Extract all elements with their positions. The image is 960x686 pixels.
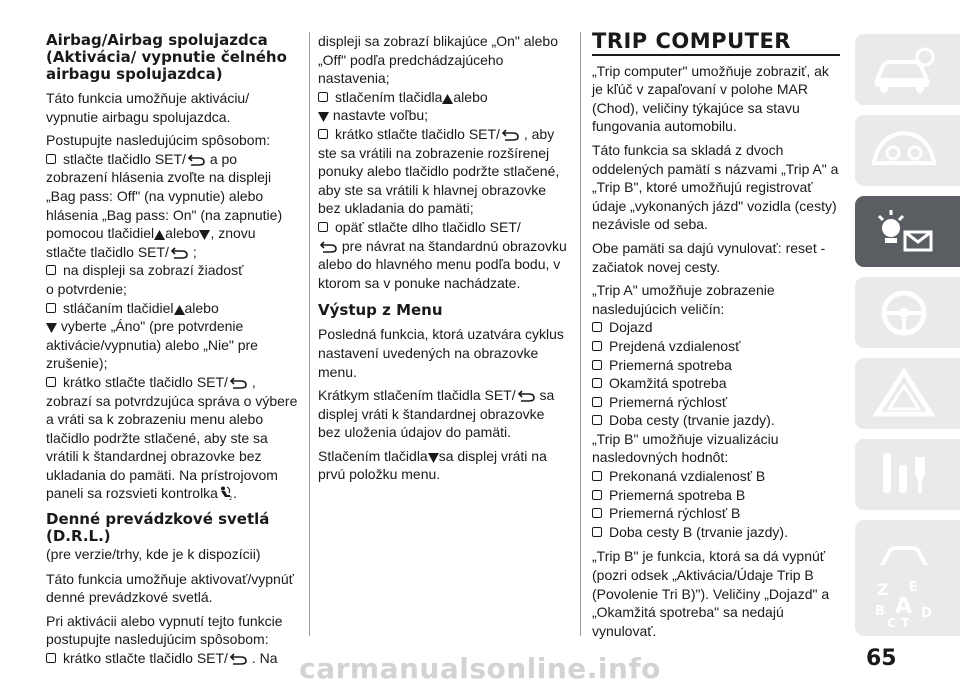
checkbox-bullet-icon	[592, 378, 602, 388]
paragraph: Táto funkcia umožňuje aktivovať/vypnúť denné prevádzkové svetlá.	[46, 570, 294, 606]
up-arrow-icon	[154, 230, 165, 240]
up-arrow-icon	[174, 305, 185, 315]
list-item-continuation: vyberte „Áno" (pre potvrdenie aktivácie/vypnutia) alebo „Nie" pre zrušenie);	[46, 318, 258, 372]
paragraph: (pre verzie/trhy, kde je k dispozícii)	[46, 546, 261, 563]
section-heading-drl: Denné prevádzkové svetlá (D.R.L.)	[46, 510, 270, 546]
checkbox-bullet-icon	[46, 265, 56, 275]
sidebar-tab-safety[interactable]	[855, 196, 960, 267]
checkbox-bullet-icon	[592, 415, 602, 425]
column-right	[592, 29, 840, 645]
list-item: Priemerná rýchlosť	[592, 393, 840, 412]
down-arrow-icon	[428, 453, 439, 463]
paragraph: Táto funkcia sa skladá z dvoch oddelených pamätí s názvami „Trip A" a „Trip B", ktoré umožňujú registrovať údaje „vykonaných jázd" vozidla (cesty) nezávisle od seba.	[592, 141, 839, 233]
list-item: krátko stlačte tlačidlo SET/ , aby	[318, 125, 570, 144]
dashboard-icon	[869, 123, 939, 178]
paragraph: „Trip B" umožňuje vizualizáciu nasledovných hodnôt:	[592, 430, 779, 466]
list-item: Okamžitá spotreba	[592, 374, 840, 393]
checkbox-bullet-icon	[46, 154, 56, 164]
paragraph: Obe pamäti sa dajú vynulovať: reset - začiatok novej cesty.	[592, 239, 826, 275]
sidebar-tab-car-info[interactable]	[855, 34, 960, 105]
list-item-continuation: nastavte voľbu;	[318, 106, 570, 125]
list-item: stlačte tlačidlo SET/ a po	[46, 150, 298, 169]
paragraph: „Trip A" umožňuje zobrazenie nasledujúcich veličín:	[592, 282, 775, 317]
sidebar-tab-starting-driving[interactable]	[855, 277, 960, 348]
checkbox-bullet-icon	[318, 129, 328, 139]
trip-a-list	[592, 318, 840, 430]
checkbox-bullet-icon	[592, 471, 602, 481]
starting-driving-icon	[869, 285, 939, 340]
section-heading-trip-computer: TRIP COMPUTER	[592, 32, 840, 56]
section-heading-exit-menu: Výstup z Menu	[318, 301, 443, 320]
trip-b-list	[592, 467, 840, 541]
warning-triangle-icon	[869, 366, 939, 421]
svg-text:D: D	[921, 606, 932, 621]
back-button-icon	[228, 376, 248, 389]
paragraph: Pri aktivácii alebo vypnutí tejto funkcie postupujte nasledujúcim spôsobom:	[46, 612, 283, 648]
paragraph: Postupujte nasledujúcim spôsobom:	[46, 132, 271, 149]
paragraph: displeji sa zobrazí blikajúce „On" alebo „Off" podľa predchádzajúceho nastavenia;	[318, 33, 558, 87]
column-left	[46, 32, 298, 668]
list-item: krátko stlačte tlačidlo SET/ ,	[46, 373, 298, 392]
list-item: Priemerná spotreba	[592, 356, 840, 375]
index-icon	[869, 573, 939, 628]
list-item: Doba cesty (trvanie jazdy).	[592, 411, 840, 430]
checkbox-bullet-icon	[592, 527, 602, 537]
list-item-continuation: zobrazí sa potvrdzujúca správa o výbere a vráti sa k zobrazeniu menu alebo tlačidlo podržte stlačené, aby ste sa vrátili k štandardnej obrazovke bez ukladania do pamäti. Na prístrojovom paneli sa rozsvieti kontrolka .	[46, 392, 298, 502]
list-item: Dojazd	[592, 318, 840, 337]
list-item: opäť stlačte dlho tlačidlo SET/	[318, 218, 570, 237]
checkbox-bullet-icon	[592, 322, 602, 332]
checkbox-bullet-icon	[592, 397, 602, 407]
safety-icon	[869, 204, 939, 259]
back-button-icon	[516, 389, 536, 402]
svg-text:B: B	[875, 604, 885, 619]
column-divider	[309, 32, 310, 636]
list-item: Priemerná spotreba B	[592, 486, 840, 505]
page-number: 65	[866, 646, 897, 671]
paragraph: Krátkym stlačením tlačidla SET/ sa displej vráti k štandardnej obrazovke bez uloženia údajov do pamäti.	[318, 387, 555, 441]
down-arrow-icon	[318, 112, 329, 122]
checkbox-bullet-icon	[46, 303, 56, 313]
paragraph: Posledná funkcia, ktorá uzatvára cyklus nastavení uvedených na obrazovke menu.	[318, 326, 564, 380]
maintenance-icon	[869, 447, 939, 502]
list-item: Prejdená vzdialenosť	[592, 337, 840, 356]
sidebar-tab-warning[interactable]	[855, 358, 960, 429]
chapter-sidebar	[855, 0, 960, 686]
checkbox-bullet-icon	[318, 92, 328, 102]
back-button-icon	[318, 240, 338, 253]
up-arrow-icon	[442, 94, 453, 104]
sidebar-tab-maintenance[interactable]	[855, 439, 960, 510]
list-item: krátko stlačte tlačidlo SET/ . Na	[46, 649, 298, 668]
checkbox-bullet-icon	[318, 222, 328, 232]
checkbox-bullet-icon	[592, 508, 602, 518]
svg-text:T: T	[901, 616, 910, 628]
list-item-continuation: zobrazení hlásenia zvoľte na displeji „Bag pass: Off" (na vypnutie) alebo hlásenia „Bag pass: On" (na zapnutie) pomocou tlačidiel alebo , znovu stlačte tlačidlo SET/ ;	[46, 169, 283, 260]
watermark: carmanualsonline.info	[299, 652, 661, 685]
list-item-continuation: o potvrdenie;	[46, 280, 127, 297]
section-heading-airbag: Airbag/Airbag spolujazdca (Aktivácia/ vypnutie čelného airbagu spolujazdca)	[46, 31, 287, 83]
list-item-continuation: pre návrat na štandardnú obrazovku alebo do hlavného menu podľa bodu, v ktorom sa v ponuke nachádzate.	[318, 237, 567, 291]
list-item: Prekonaná vzdialenosť B	[592, 467, 840, 486]
passenger-airbag-off-icon	[218, 486, 233, 500]
paragraph: „Trip computer" umožňuje zobraziť, ak je kľúč v zapaľovaní v polohe MAR (Chod), veličiny týkajúce sa stavu fungovania automobilu.	[592, 62, 829, 135]
list-item: stlačením tlačidla alebo	[318, 88, 570, 107]
sidebar-tab-dashboard[interactable]	[855, 115, 960, 186]
down-arrow-icon	[46, 323, 57, 333]
checkbox-bullet-icon	[592, 341, 602, 351]
back-button-icon	[186, 153, 206, 166]
svg-text:Z: Z	[877, 580, 889, 599]
list-item: Priemerná rýchlosť B	[592, 504, 840, 523]
svg-text:E: E	[909, 580, 918, 595]
list-item-continuation: ste sa vrátili na zobrazenie rozšírenej ponuky alebo tlačidlo podržte stlačené, aby ste sa vrátili k hlavnej obrazovke bez ukladania do pamäti;	[318, 144, 560, 217]
paragraph: „Trip B" je funkcia, ktorá sa dá vypnúť (pozri odsek „Aktivácia/Údaje Trip B (Povolenie Tri B)"). Veličiny „Dojazd" a „Okamžitá spotreba" sa nedajú vynulovať.	[592, 548, 830, 639]
list-item: stláčaním tlačidiel alebo	[46, 299, 298, 318]
back-button-icon	[500, 128, 520, 141]
list-item: Doba cesty B (trvanie jazdy).	[592, 523, 840, 542]
list-item: na displeji sa zobrazí žiadosť	[46, 261, 298, 280]
svg-text:A: A	[895, 594, 913, 619]
checkbox-bullet-icon	[46, 377, 56, 387]
checkbox-bullet-icon	[592, 360, 602, 370]
sidebar-tab-index[interactable]	[855, 565, 960, 636]
column-divider	[580, 32, 581, 636]
car-info-icon	[869, 42, 939, 97]
paragraph: Táto funkcia umožňuje aktiváciu/ vypnutie airbagu spolujazdca.	[46, 90, 250, 125]
column-middle	[318, 32, 570, 489]
checkbox-bullet-icon	[592, 490, 602, 500]
down-arrow-icon	[199, 230, 210, 240]
paragraph: Stlačením tlačidla sa displej vráti na prvú položku menu.	[318, 447, 547, 483]
svg-text:C: C	[887, 616, 896, 628]
back-button-icon	[169, 246, 189, 259]
